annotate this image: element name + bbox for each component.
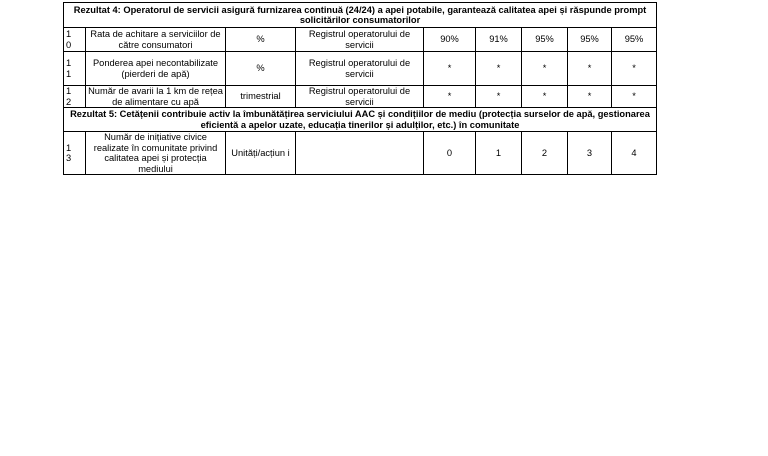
value-cell: 2 <box>522 132 568 175</box>
source-cell: Registrul operatorului de servicii <box>296 86 424 108</box>
value-cell: * <box>612 86 657 108</box>
indicator-cell: Ponderea apei necontabilizate (pierderi de apă) <box>86 52 226 86</box>
unit-cell: % <box>226 52 296 86</box>
table-row <box>64 28 657 52</box>
result-5-title: Rezultat 5: Cetățenii contribuie activ la îmbunătățirea serviciului AAC și condițiilor de mediu (protecția surselor de apă, gestionarea eficientă a apelor uzate, educația tinerilor și adulților, etc.) în comunitate <box>64 108 657 132</box>
table-row <box>64 52 657 86</box>
value-cell: * <box>522 86 568 108</box>
indicator-cell: Rata de achitare a serviciilor de către consumatori <box>86 28 226 52</box>
unit-cell: Unități/acțiun i <box>226 132 296 175</box>
value-cell: 0 <box>424 132 476 175</box>
value-cell: 95% <box>612 28 657 52</box>
value-cell: * <box>424 86 476 108</box>
value-cell: 4 <box>612 132 657 175</box>
unit-cell: trimestrial <box>226 86 296 108</box>
value-cell: * <box>568 52 612 86</box>
source-cell: Registrul operatorului de servicii <box>296 52 424 86</box>
result-4-header-row <box>64 3 657 28</box>
value-cell: * <box>476 52 522 86</box>
result-4-title <box>64 3 657 28</box>
result-5-header-row <box>64 108 657 132</box>
unit-cell: % <box>226 28 296 52</box>
value-cell: * <box>522 52 568 86</box>
value-cell: 90% <box>424 28 476 52</box>
value-cell: 91% <box>476 28 522 52</box>
row-number: 1 2 <box>64 86 86 108</box>
row-number: 1 1 <box>64 52 86 86</box>
indicator-cell: Număr de avarii la 1 km de rețea de alimentare cu apă <box>86 86 226 108</box>
result-4-text: Operatorul de servicii asigură furnizarea continuă (24/24) a apei potabile, garantează calitatea apei și răspunde prompt solicitărilor consumatorilor <box>123 4 647 25</box>
value-cell: * <box>612 52 657 86</box>
source-cell: Registrul operatorului de servicii <box>296 28 424 52</box>
value-cell: 95% <box>568 28 612 52</box>
indicator-cell: Număr de inițiative civice realizate în comunitate privind calitatea apei și protecția mediului <box>86 132 226 175</box>
row-number: 1 0 <box>64 28 86 52</box>
value-cell: * <box>568 86 612 108</box>
value-cell: 3 <box>568 132 612 175</box>
value-cell: * <box>476 86 522 108</box>
value-cell: 95% <box>522 28 568 52</box>
table-row <box>64 132 657 175</box>
table-row <box>64 86 657 108</box>
source-cell <box>296 132 424 175</box>
result-4-label: Rezultat 4: <box>73 4 121 15</box>
value-cell: * <box>424 52 476 86</box>
indicators-table <box>63 2 657 175</box>
row-number: 1 3 <box>64 132 86 175</box>
value-cell: 1 <box>476 132 522 175</box>
